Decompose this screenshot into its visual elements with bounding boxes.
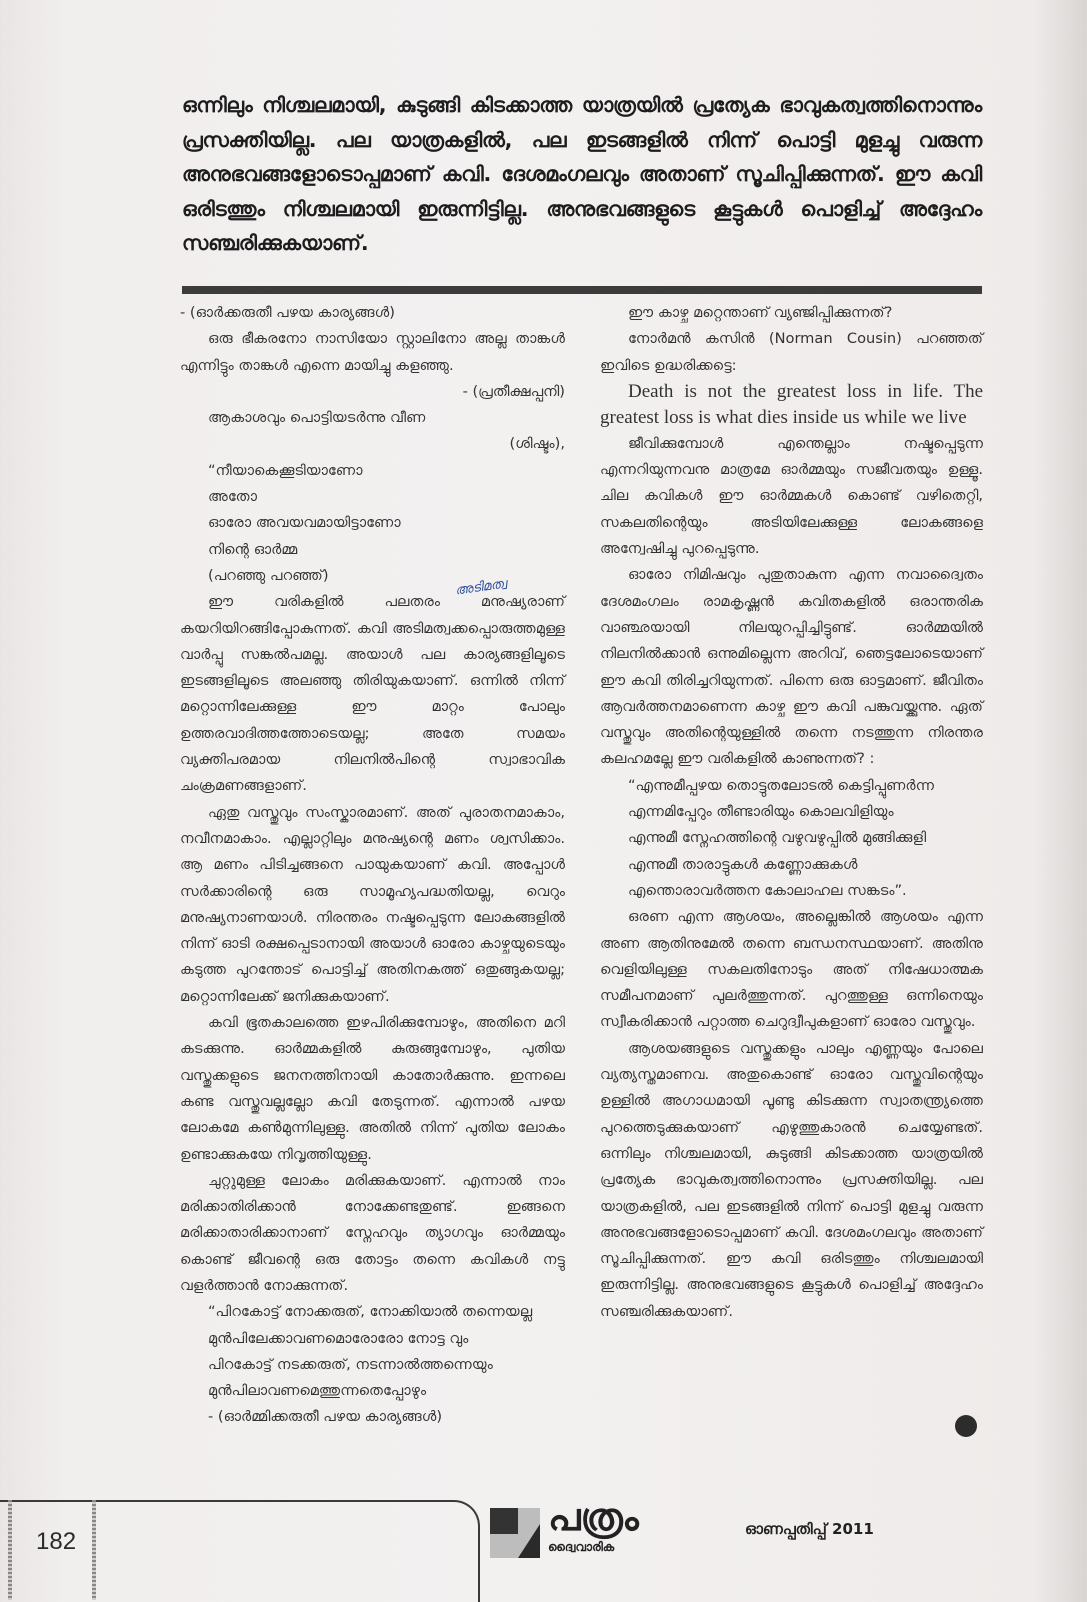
handwritten-annotation: അടിമത്വ bbox=[454, 576, 508, 599]
citation: - (പ്രതീക്ഷപ്പനി) bbox=[462, 382, 565, 400]
verse-line: എന്തൊരാവർത്തന കോലാഹല സങ്കടം”. bbox=[628, 881, 907, 899]
paragraph: നോർമൻ കസിൻ (Norman Cousin) പറഞ്ഞത് ഇവിടെ ഉദ്ധരിക്കട്ടെ: bbox=[600, 330, 983, 374]
verse-line: ആകാശവും പൊട്ടിയടർന്നു വീണ bbox=[208, 409, 426, 427]
magazine-subtitle: ദ്വൈവാരിക bbox=[548, 1540, 615, 1554]
verse-line: എന്നുമീ താരാട്ടുകൾ കണ്ണോക്കുകൾ bbox=[628, 855, 858, 873]
right-column bbox=[600, 300, 983, 1325]
page-number: 182 bbox=[36, 1528, 77, 1555]
verse-line: എന്നമിപ്പേറും തീണ്ടാരിയും കൊലവിളിയും bbox=[628, 803, 894, 821]
left-column bbox=[180, 300, 565, 1431]
quote: ഒരു ഭീകരനോ നാസിയോ സ്റ്റാലിനോ അല്ല താങ്കൾ എന്നിട്ടും താങ്കൾ എന്നെ മായിച്ചു കളഞ്ഞു. bbox=[180, 330, 565, 374]
verse-line: “നീയാകെക്കൂടിയാണോ bbox=[208, 461, 363, 479]
frame-rule bbox=[92, 1500, 96, 1600]
verse-line: മുൻപിലാവണമെത്തുന്നതെപ്പോഴും bbox=[208, 1382, 427, 1400]
verse-line: അതോ bbox=[208, 488, 257, 506]
verse-line: ഓരോ അവയവമായിട്ടാണോ bbox=[208, 514, 401, 532]
paragraph: ഏതു വസ്തുവും സംസ്കാരമാണ്. അത് പുരാതനമാകാം, നവീനമാകാം. എല്ലാറ്റിലും മനുഷ്യന്റെ മണം ശ്വസിക്കാം. ആ മണം പിടിച്ചങ്ങനെ പായുകയാണ് കവി. അപ്പോൾ സർക്കാരിന്റെ ഒരു സാമൂഹ്യപദ്ധതിയല്ല, വെറും മനുഷ്യനാണയാൾ. നിരന്തരം നഷ്ടപ്പെടുന്ന ലോകങ്ങളിൽ നിന്ന് ഓടി രക്ഷപ്പെടാനായി അയാൾ ഓരോ കാഴ്ചയുടെയും കടുത്ത പുറന്തോട് പൊട്ടിച്ച് അതിനകത്ത് ഒതുങ്ങുകയല്ല; മറ്റൊന്നിലേക്ക് ജനിക്കുകയാണ്. bbox=[180, 803, 565, 1005]
issue-label: ഓണപ്പതിപ്പ് 2011 bbox=[745, 1520, 874, 1538]
verse-line: പിറകോട്ട് നടക്കരുത്, നടന്നാൽത്തന്നെയും bbox=[208, 1355, 493, 1373]
paragraph: ഓരോ നിമിഷവും പുതുതാകുന്ന എന്ന നവാദ്വൈതം ദേശമംഗലം രാമകൃഷ്ണൻ കവിതകളിൽ ഒരാന്തരിക വാഞ്ഛയായി നിലയുറപ്പിച്ചിട്ടുണ്ട്. ഓർമ്മയിൽ നിലനിൽക്കാൻ ഒന്നുമില്ലെന്ന അറിവ്, ഞെട്ടലോടെയാണ് ഈ കവി തിരിച്ചറിയുന്നത്. പിന്നെ ഒരു ഓട്ടമാണ്. ജീവിതം ആവർത്തനമാണെന്ന കാഴ്ച ഈ കവി പങ്കുവയ്ക്കുന്നു. ഏത് വസ്തുവും അതിന്റെയുള്ളിൽ തന്നെ നടത്തുന്ന നിരന്തര കലഹമല്ലേ ഈ വരികളിൽ കാണുന്നത്? : bbox=[600, 566, 983, 768]
paragraph: ഈ വരികളിൽ പലതരം മനുഷ്യരാണ് കയറിയിറങ്ങിപ്പോകുന്നത്. കവി അടിമത്വക്കപ്പൊരുത്തമുള്ള വാർപ്പു സങ്കൽപമല്ല. അയാൾ പല കാര്യങ്ങളിലൂടെ ഇടങ്ങളിലൂടെ അലഞ്ഞു തിരിയുകയാണ്. ഒന്നിൽ നിന്ന് മറ്റൊന്നിലേക്കുള്ള ഈ മാറ്റം പോലും ഉത്തരവാദിത്തത്തോടെയല്ല; അതേ സമയം വ്യക്തിപരമായ നിലനിൽപിന്റെ സ്വാഭാവിക ചംക്രമണങ്ങളാണ്. bbox=[180, 593, 565, 795]
paragraph: ഈ കാഴ്ച മറ്റെന്താണ് വ്യഞ്ജിപ്പിക്കുന്നത്? bbox=[628, 304, 893, 321]
verse-line: എന്നുമീ സ്നേഹത്തിന്റെ വഴുവഴുപ്പിൽ മുങ്ങിക്കുളി bbox=[628, 829, 927, 847]
end-of-article-marker bbox=[955, 1415, 977, 1437]
pull-quote: ഒന്നിലും നിശ്ചലമായി, കുടുങ്ങി കിടക്കാത്ത യാത്രയിൽ പ്രത്യേക ഭാവുകത്വത്തിനൊന്നും പ്രസക്തിയില്ല. പല യാത്രകളിൽ, പല ഇടങ്ങളിൽ നിന്ന് പൊട്ടി മുളച്ചു വരുന്ന അനുഭവങ്ങളോടൊപ്പമാണ് കവി. ദേശമംഗലവും അതാണ് സൂചിപ്പിക്കുന്നത്. ഈ കവി ഒരിടത്തും നിശ്ചലമായി ഇരുന്നിട്ടില്ല. അനുഭവങ്ങളുടെ കൂട്ടുകൾ പൊളിച്ച് അദ്ദേഹം സഞ്ചരിക്കുകയാണ്. bbox=[182, 93, 982, 255]
magazine-name: പത്രം bbox=[548, 1495, 639, 1539]
verse-line: (പറഞ്ഞു പറഞ്ഞ്) bbox=[208, 566, 329, 584]
magazine-logo-icon bbox=[490, 1508, 540, 1558]
paragraph: കവി ഭൂതകാലത്തെ ഇഴപിരിക്കുമ്പോഴും, അതിനെ മറി കടക്കുന്നു. ഓർമ്മകളിൽ കുരുങ്ങുമ്പോഴും, പുതിയ വസ്തുക്കളുടെ ജനനത്തിനായി കാതോർക്കുന്നു. ഇന്നലെ കണ്ട വസ്തുവല്ലല്ലോ കവി തേടുന്നത്. എന്നാൽ പഴയ ലോകമേ കൺമുന്നിലുള്ളു. അതിൽ നിന്ന് പുതിയ ലോകം ഉണ്ടാക്കുകയേ നിവൃത്തിയുള്ളു. bbox=[180, 1014, 565, 1163]
citation: - (ഓർക്കരുതീ പഴയ കാര്യങ്ങൾ) bbox=[180, 304, 395, 321]
paragraph: ആശയങ്ങളുടെ വസ്തുക്കളും പാലും എണ്ണയും പോലെ വ്യത്യസ്തമാണവ. അതുകൊണ്ട് ഓരോ വസ്തുവിന്റെയും ഉള്ളിൽ അഗാധമായി പൂണ്ടു കിടക്കുന്ന സ്വാതന്ത്ര്യത്തെ പുറത്തെടുക്കുകയാണ് എഴുത്തുകാരൻ ചെയ്യേണ്ടത്. ഒന്നിലും നിശ്ചലമായി, കുടുങ്ങി കിടക്കാത്ത യാത്രയിൽ പ്രത്യേക ഭാവുകത്വത്തിനൊന്നും പ്രസക്തിയില്ല. പല യാത്രകളിൽ, പല ഇടങ്ങളിൽ നിന്ന് പൊട്ടി മുളച്ചു വരുന്ന അനുഭവങ്ങളോടൊപ്പമാണ് കവി. ദേശമംഗലവും അതാണ് സൂചിപ്പിക്കുന്നത്. ഈ കവി ഒരിടത്തും നിശ്ചലമായി ഇരുന്നിട്ടില്ല. അനുഭവങ്ങളുടെ കൂട്ടുകൾ പൊളിച്ച് അദ്ദേഹം സഞ്ചരിക്കുകയാണ്. bbox=[600, 1039, 983, 1320]
english-quote: Death is not the greatest loss in life. The greatest loss is what dies inside us while we live bbox=[600, 380, 983, 428]
citation: - (ഓർമ്മിക്കരുതീ പഴയ കാര്യങ്ങൾ) bbox=[208, 1408, 443, 1426]
verse-line: നിന്റെ ഓർമ്മ bbox=[208, 540, 298, 558]
paragraph: ചുറ്റുമുള്ള ലോകം മരിക്കുകയാണ്. എന്നാൽ നാം മരിക്കാതിരിക്കാൻ നോക്കേണ്ടതുണ്ട്. ഇങ്ങനെ മരിക്കാതാരിക്കാനാണ് സ്നേഹവും ത്യാഗവും ഓർമ്മയും കൊണ്ട് ജീവന്റെ ഒരു തോട്ടം തന്നെ കവികൾ നട്ടു വളർത്താൻ നോക്കുന്നത്. bbox=[180, 1171, 565, 1294]
citation: (ശിഷ്ടം), bbox=[509, 435, 565, 453]
paragraph: ജീവിക്കുമ്പോൾ എന്തെല്ലാം നഷ്ടപ്പെടുന്ന എന്നറിയുന്നവനു മാത്രമേ ഓർമ്മയും സജീവതയും ഉള്ളൂ. ചില കവികൾ ഈ ഓർമ്മകൾ കൊണ്ട് വഴിതെറ്റി, സകലതിന്റെയും അടിയിലേക്കുള്ള ലോകങ്ങളെ അന്വേഷിച്ചു പുറപ്പെടുന്നു. bbox=[600, 434, 983, 558]
quote: “എന്നുമീപ്പഴയ തൊട്ടുതലോടൽ കെട്ടിപ്പുണർന്ന bbox=[628, 776, 935, 794]
section-divider bbox=[182, 286, 982, 294]
quote: “പിറകോട്ട് നോക്കരുത്, നോക്കിയാൽ തന്നെയല്ല bbox=[208, 1303, 533, 1321]
verse-line: മുൻപിലേക്കാവണമൊരോരോ നോട്ട വും bbox=[208, 1329, 469, 1347]
frame-rule bbox=[8, 1500, 12, 1600]
paragraph: ഒരണ എന്ന ആശയം, അല്ലെങ്കിൽ ആശയം എന്ന അണ ആതിനുമേൽ തന്നെ ബന്ധനസ്ഥയാണ്. അതിനു വെളിയിലുള്ള സകലതിനോടും അത് നിഷേധാത്മക സമീപനമാണ് പുലർത്തുന്നത്. പുറത്തുള്ള ഒന്നിനെയും സ്വീകരിക്കാൻ പറ്റാത്ത ചെറുദ്വീപുകളാണ് ഓരോ വസ്തുവും. bbox=[600, 908, 983, 1031]
